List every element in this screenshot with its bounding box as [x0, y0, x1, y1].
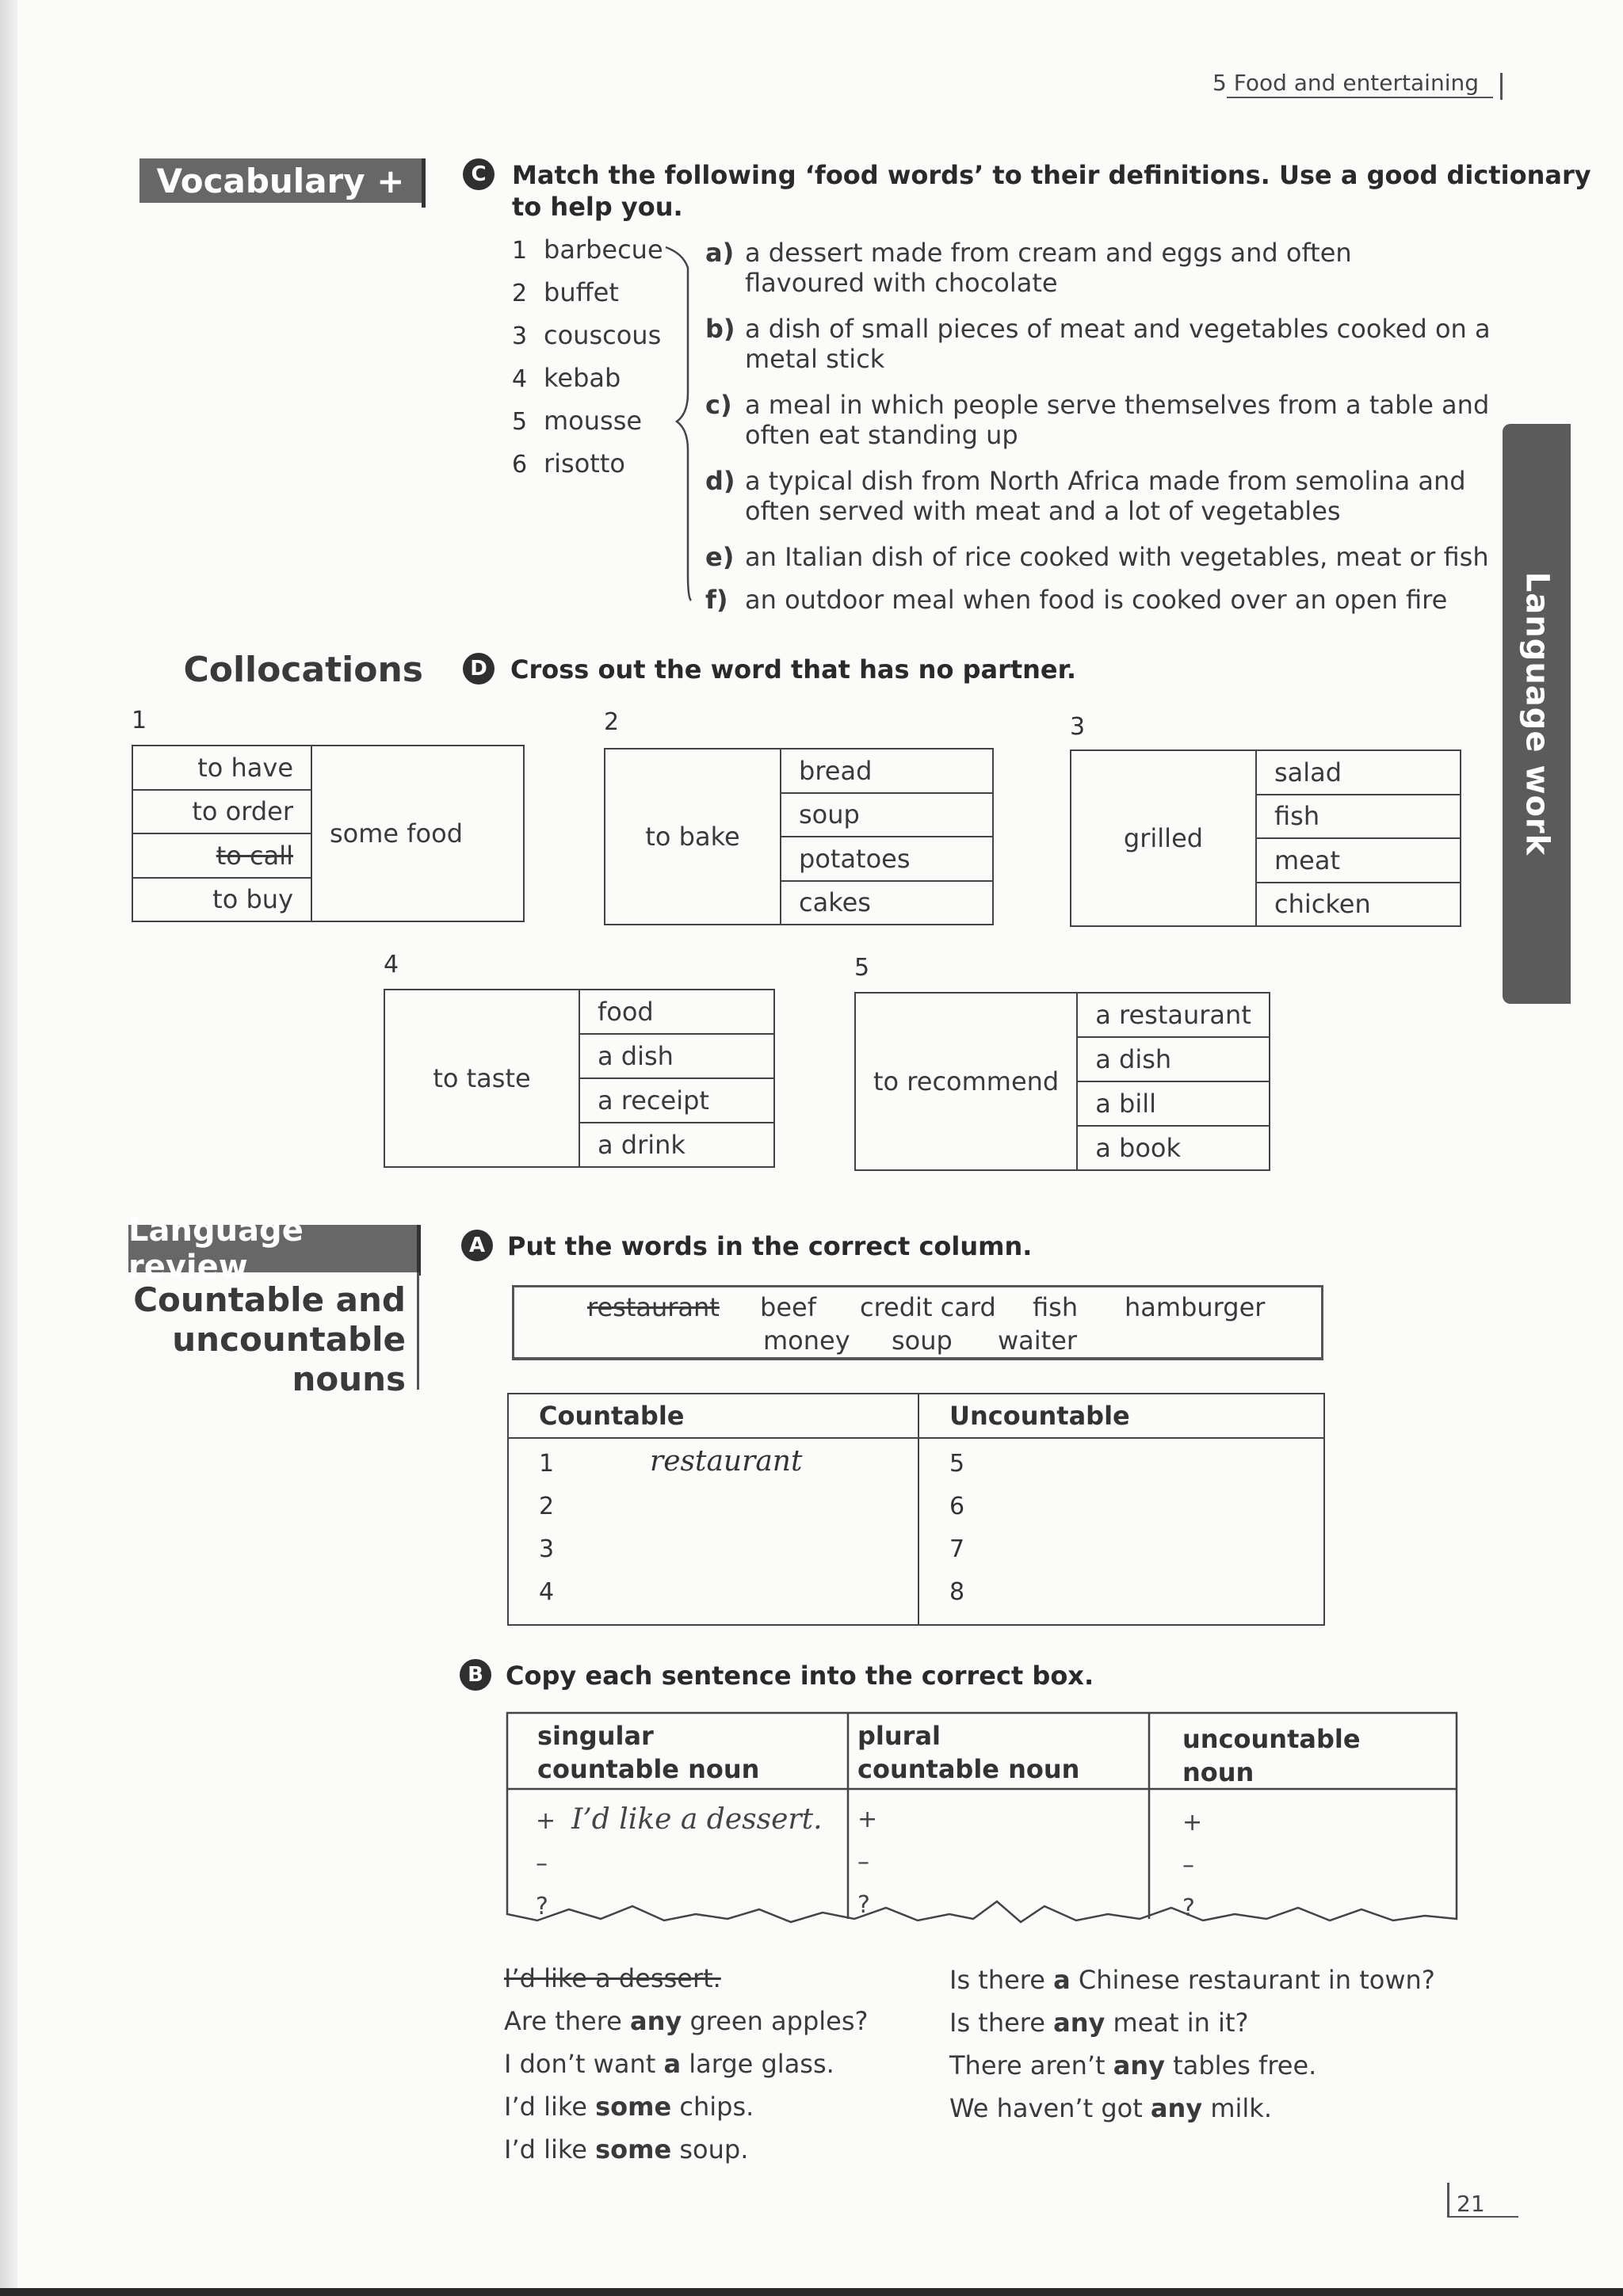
word-box — [512, 1285, 1323, 1360]
food-word: 3 couscous — [512, 320, 662, 350]
sentence: Is there a Chinese restaurant in town? — [949, 1965, 1435, 1995]
page-number: 21 — [1457, 2191, 1485, 2217]
definition-item: f) an outdoor meal when food is cooked over an open fire — [705, 585, 1448, 615]
vocabulary-plus-label: Vocabulary + — [139, 158, 422, 203]
box-number: 1 — [132, 707, 147, 734]
side-tab-label: Language work — [1518, 571, 1556, 856]
food-word: 2 buffet — [512, 277, 619, 307]
collocation-item: fish — [1256, 795, 1461, 839]
label-edge — [422, 158, 426, 208]
collocation-item: a receipt — [579, 1078, 774, 1123]
food-word: 4 kebab — [512, 363, 621, 393]
collocation-item: a bill — [1077, 1081, 1270, 1126]
food-word: 1 barbecue — [512, 235, 663, 265]
section-title-countable: Countable and uncountable nouns — [133, 1280, 406, 1398]
sentences-left — [504, 1957, 869, 2171]
signs-col-2: + – ? — [857, 1806, 878, 1919]
collocation-head: to recommend — [855, 993, 1077, 1170]
label-edge — [417, 1225, 421, 1276]
collocations-title: Collocations — [183, 650, 423, 690]
collocation-item: a restaurant — [1077, 993, 1270, 1037]
sentence: I’d like some soup. — [504, 2134, 749, 2164]
definition-item: b) a dish of small pieces of meat and vegetables cooked on a metal stick — [705, 314, 1491, 374]
page-number-rule — [1447, 2183, 1449, 2218]
signs-col-1: + I’d like a dessert. – ? — [536, 1803, 823, 1920]
word: hamburger — [1125, 1292, 1266, 1322]
collocation-item: chicken — [1256, 883, 1461, 927]
sentence: Are there any green apples? — [504, 2006, 869, 2036]
box-number: 5 — [854, 954, 870, 982]
word: waiter — [998, 1325, 1078, 1356]
collocation-item: a dish — [579, 1034, 774, 1078]
matching-bracket — [664, 242, 696, 607]
box-number: 2 — [604, 708, 620, 736]
collocation-item-crossed: to call — [132, 833, 311, 878]
collocation-item: soup — [781, 793, 993, 837]
collocation-item: cakes — [781, 881, 993, 925]
collocation-item: a dish — [1077, 1037, 1270, 1081]
running-head-rule — [1227, 97, 1493, 98]
collocation-item: food — [579, 990, 774, 1034]
collocation-head: to bake — [605, 749, 781, 925]
collocation-item: salad — [1256, 750, 1461, 795]
handwritten-sentence: I’d like a dessert. — [571, 1803, 823, 1836]
running-head-tick — [1500, 73, 1503, 100]
collocation-item: to order — [132, 790, 311, 834]
collocation-item: a drink — [579, 1123, 774, 1167]
word: beef — [760, 1292, 816, 1322]
definition-item: a) a dessert made from cream and eggs and often flavoured with chocolate — [705, 238, 1352, 298]
word: soup — [892, 1325, 953, 1356]
collocation-box-2 — [604, 748, 994, 925]
collocation-item: bread — [781, 749, 993, 793]
food-words-list — [512, 235, 663, 491]
countable-column: 1 restaurant 2 3 4 — [508, 1438, 918, 1625]
exercise-d-instruction: Cross out the word that has no partner. — [510, 654, 1076, 685]
collocation-box-3 — [1070, 749, 1461, 927]
exercise-b-instruction: Copy each sentence into the correct box. — [506, 1661, 1094, 1691]
section-side-rule — [417, 1272, 419, 1390]
collocation-box-1 — [132, 745, 525, 922]
food-word: 5 mousse — [512, 406, 643, 436]
box-number: 4 — [384, 951, 399, 978]
box-number: 3 — [1070, 713, 1086, 741]
col-header-plural: plural countable noun — [857, 1721, 1080, 1784]
exercise-c-instruction-line-1: Match the following ‘food words’ to their definitions. Use a good dictionary — [512, 160, 1591, 190]
col-header-uncountable: uncountable noun — [1182, 1724, 1361, 1787]
collocation-item: potatoes — [781, 837, 993, 881]
uncountable-column: 5 6 7 8 — [918, 1438, 1324, 1625]
collocation-item: to buy — [132, 878, 311, 922]
word-crossed: restaurant — [587, 1292, 720, 1322]
definition-item: c) a meal in which people serve themselves from a table and often eat standing up — [705, 390, 1490, 450]
collocation-head: grilled — [1071, 750, 1256, 926]
sentence: We haven’t got any milk. — [949, 2093, 1272, 2123]
definition-item: d) a typical dish from North Africa made from semolina and often served with meat and a lot of vegetables — [705, 466, 1466, 526]
sentence: Is there any meat in it? — [949, 2008, 1249, 2038]
word: money — [763, 1325, 850, 1356]
language-work-tab — [1503, 424, 1571, 1004]
exercise-a-instruction: Put the words in the correct column. — [507, 1231, 1033, 1261]
sentence-table — [506, 1711, 1458, 1925]
exercise-d-badge: D — [463, 653, 495, 685]
collocation-head: some food — [311, 746, 524, 921]
sentence: I don’t want a large glass. — [504, 2049, 834, 2079]
handwritten-answer: restaurant — [650, 1445, 803, 1478]
sentence: I’d like some chips. — [504, 2092, 754, 2122]
countable-table — [507, 1393, 1325, 1626]
collocation-box-5 — [854, 992, 1270, 1171]
collocation-box-4 — [384, 989, 775, 1168]
countable-header: Countable — [508, 1394, 918, 1438]
exercise-c-badge: C — [463, 158, 495, 190]
word: fish — [1033, 1292, 1079, 1322]
page-bottom-edge — [0, 2288, 1623, 2296]
running-head: 5 Food and entertaining — [1212, 70, 1479, 96]
sentence: There aren’t any tables free. — [949, 2050, 1317, 2081]
sentence-crossed: I’d like a dessert. — [504, 1963, 721, 1993]
definitions-list — [705, 238, 1491, 627]
collocation-item: meat — [1256, 838, 1461, 883]
signs-col-3: + – ? — [1182, 1809, 1203, 1922]
uncountable-header: Uncountable — [918, 1394, 1324, 1438]
exercise-a-badge: A — [461, 1230, 493, 1261]
page-binding-shadow — [0, 0, 17, 2296]
collocation-item: a book — [1077, 1126, 1270, 1170]
collocation-item: to have — [132, 746, 311, 790]
language-review-label: Language review — [128, 1225, 417, 1272]
word: credit card — [860, 1292, 996, 1322]
exercise-b-badge: B — [460, 1659, 491, 1691]
col-header-singular: singular countable noun — [537, 1721, 760, 1784]
exercise-c-instruction-line-2: to help you. — [512, 192, 683, 222]
collocation-head: to taste — [384, 990, 579, 1167]
food-word: 6 risotto — [512, 448, 625, 479]
sentences-right — [949, 1958, 1435, 2130]
definition-item: e) an Italian dish of rice cooked with vegetables, meat or fish — [705, 542, 1489, 572]
